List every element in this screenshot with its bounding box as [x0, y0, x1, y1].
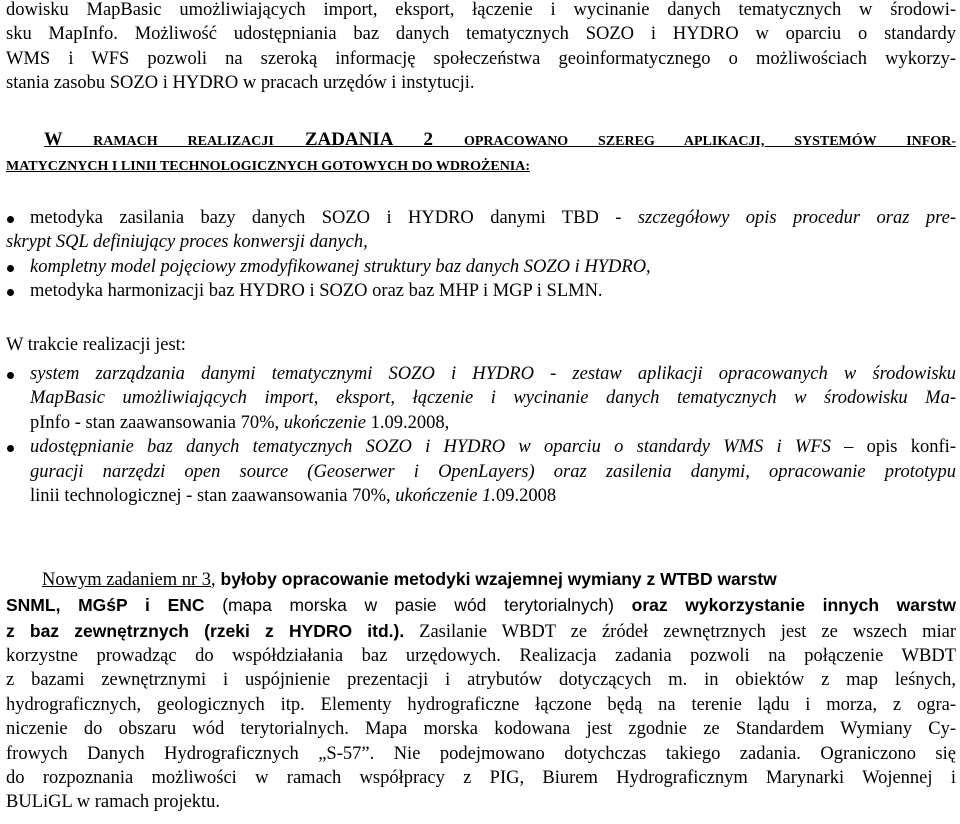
final-line-8: frowych Danych Hydrograficznych „S-57”. Nie podejmowano dotychczas takiego zadania. Ograniczono się	[6, 743, 956, 764]
list-item	[6, 255, 956, 279]
bullet-dot	[7, 265, 14, 272]
bullet-list-in-progress	[6, 362, 956, 508]
final-line-7: niczenie do obszaru wód terytorialnych. Mapa morska kodowana jest zgodnie ze Standardem Wymiany Cy-	[6, 719, 956, 740]
bullet-c1-line1: system zarządzania danymi tematycznymi SOZO i HYDRO - zestaw aplikacji opracowanych w środowisku	[30, 364, 956, 384]
intro-line-1: dowisku MapBasic umożliwiających import, eksport, łączenie i wycinanie danych tematycznych w środowi-	[6, 0, 956, 20]
section-heading	[44, 128, 956, 154]
bullet1-line2: skrypt SQL definiujący proces konwersji danych,	[6, 232, 368, 253]
bullet-dot	[7, 289, 14, 296]
list-item	[6, 279, 956, 303]
bullet-dot	[7, 372, 14, 379]
final-line-5: z bazami zewnętrznymi i uspójnienie prezentacji i atrybutów dotyczących m. in obiektów z map leśnych,	[6, 670, 956, 691]
heading-part2: OPRACOWANO SZEREG APLIKACJI, SYSTEMÓW INFOR-	[463, 134, 956, 149]
intro-line-3: WMS i WFS pozwoli na szeroką informację społeczeństwa geoinformatycznego o możliwościach wykorzy-	[6, 48, 956, 69]
bullet1-italic: szczegółowy opis procedur oraz pre-	[637, 208, 956, 228]
new-task-bold: byłoby opracowanie metodyki wzajemnej wymiany z WTBD warstw	[215, 569, 777, 589]
bullet-c1-line3-normal: pInfo - stan zaawansowania 70%,	[30, 412, 284, 433]
bullet-c1-line3-end: 1.09.2008,	[365, 412, 450, 433]
intro-line-2: sku MapInfo. Możliwość udostępniania baz danych tematycznych SOZO i HYDRO w oparciu o standardy	[6, 24, 956, 45]
bullet3-text: metodyka harmonizacji baz HYDRO i SOZO oraz baz MHP i MGP i SLMN.	[30, 281, 603, 302]
bullet-c2-line2: guracji narzędzi open source (Geoserwer i OpenLayers) oraz zasilenia danymi, opracowanie prototypu	[30, 461, 956, 482]
bullet-c1-line2-row	[30, 386, 956, 410]
bullet-list-methods	[6, 206, 956, 304]
intro-paragraph	[6, 0, 956, 96]
in-progress-label: W trakcie realizacji jest:	[6, 335, 186, 355]
bullet-c2-line3-italic: ukończenie 1.	[395, 486, 496, 507]
new-task-comma: ,	[211, 570, 216, 590]
list-item	[6, 435, 956, 508]
final-line-10: BULiGL w ramach projektu.	[6, 792, 221, 813]
bullet-c2-line1-row	[30, 435, 956, 459]
heading-part1: RAMACH REALIZACJI	[93, 134, 274, 149]
final-paragraph	[6, 566, 956, 815]
section-heading-line-2	[6, 153, 956, 179]
heading-w: W	[44, 130, 63, 150]
final-l2-bold1: SNML, MGśP i ENC	[6, 595, 205, 615]
list-item-line	[30, 206, 956, 230]
new-task-label: Nowym zadaniem nr 3	[42, 570, 212, 590]
bullet-c1-line3-row	[30, 411, 956, 435]
final-line-4: korzystne prowadząc do współdziałania baz urzędowych. Realizacja zadania pozwoli na połączenie WBDT	[6, 646, 956, 666]
final-l2-bold2: oraz wykorzystanie innych warstw	[631, 595, 956, 615]
bullet-c2-line3-normal: linii technologicznej - stan zaawansowania 70%,	[30, 486, 396, 507]
list-item	[6, 362, 956, 435]
bullet-c2-line1-italic: udostępnianie baz danych tematycznych SOZO i HYDRO w oparciu o standardy WMS i WFS –	[30, 437, 867, 458]
intro-line-4: stania zasobu SOZO i HYDRO w pracach urzędów i instytucji.	[6, 73, 475, 94]
bullet1-normal: metodyka zasilania bazy danych SOZO i HYDRO danymi TBD -	[30, 208, 638, 228]
bullet-c2-line3-row	[30, 484, 956, 508]
bullet-dot	[7, 216, 14, 223]
bullet-c1-line2: MapBasic umożliwiających import, eksport, łączenie i wycinanie danych tematycznych w środowisku Ma-	[30, 388, 956, 409]
bullet-c1-line3-italic: ukończenie	[283, 412, 366, 433]
bullet2-text: kompletny model pojęciowy zmodyfikowanej struktury baz danych SOZO i HYDRO,	[30, 256, 651, 277]
final-l3-normal: Zasilanie WBDT ze źródeł zewnętrznych jest ze wszech miar	[404, 622, 956, 642]
bullet-c2-line1-normal: opis konfi-	[866, 437, 956, 458]
final-line-6: hydrograficznych, geologicznych itp. Elementy hydrograficzne łączone będą na terenie lądu i morza, z ogra-	[6, 694, 956, 715]
bullet-c2-line3-end: 09.2008	[495, 486, 557, 507]
final-line-1	[6, 566, 956, 592]
final-line-9: do rozpoznania możliwości w ramach współpracy z PIG, Biurem Hydrograficznym Marynarki Wojennej i	[6, 768, 956, 789]
final-l2-normal: (mapa morska w pasie wód terytorialnych)	[204, 595, 632, 615]
final-line-2	[6, 592, 956, 618]
heading-line2: MATYCZNYCH I LINII TECHNOLOGICZNYCH GOTOWYCH DO WDROŻENIA:	[6, 159, 531, 174]
heading-zadania: ZADANIA 2	[304, 129, 434, 150]
final-line-3	[6, 618, 956, 644]
bullet-dot	[7, 445, 14, 452]
section-heading-line-1	[44, 128, 956, 154]
final-l3-bold: z baz zewnętrznych (rzeki z HYDRO itd.).	[6, 621, 405, 641]
list-item	[6, 206, 956, 255]
